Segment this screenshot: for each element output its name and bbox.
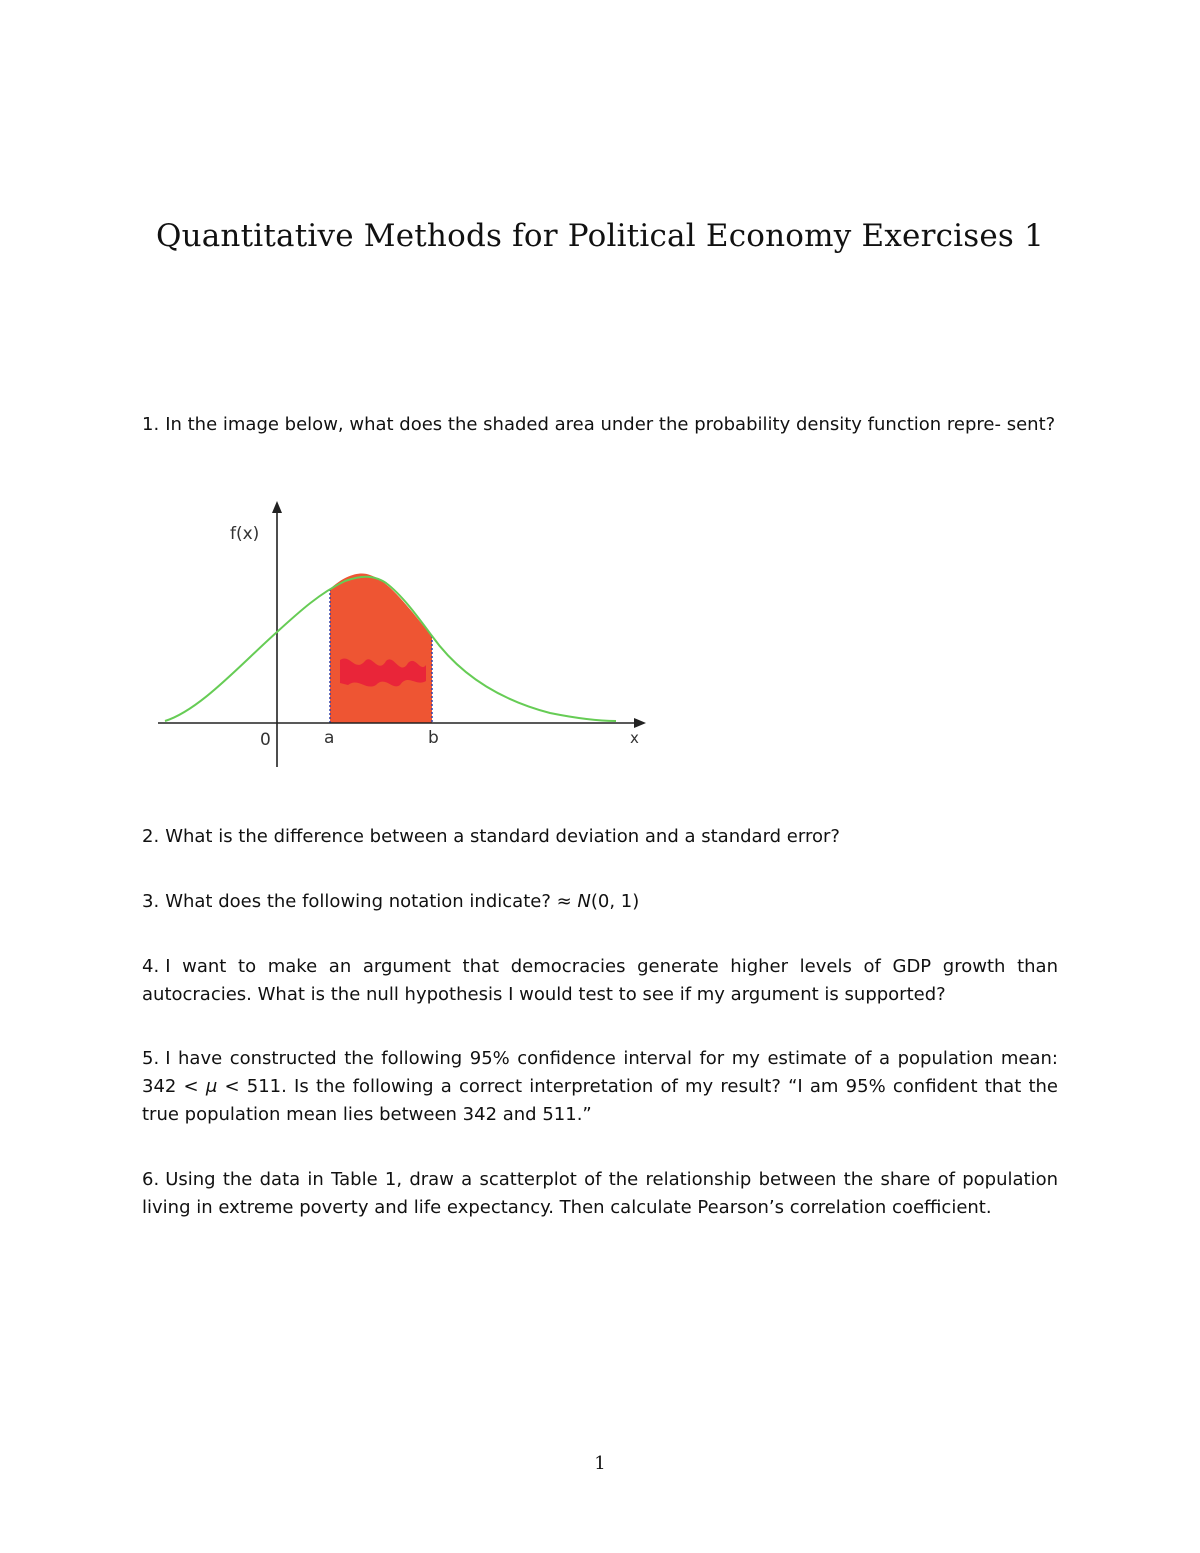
pdf-diagram [150,495,660,775]
question-number: 4. [142,956,160,977]
question-1 [142,411,1058,439]
question-number: 2. [142,826,160,847]
question-text-part-a: I have constructed the following 95% confidence interval for my estimate of a population mean: 342 < [142,1048,1058,1097]
question-text: In the image below, what does the shaded area under the probability density function repre- sent? [165,414,1056,435]
x-axis-label: x [630,729,639,747]
question-text: Using the data in Table 1, draw a scatterplot of the relationship between the share of population living in extreme poverty and life expectancy. Then calculate Pearson’s correlation coefficient. [142,1169,1058,1218]
question-text-part-b: < 511. Is the following a correct interpretation of my result? “I am 95% confident that the true population mean lies between 342 and 511.” [142,1076,1058,1125]
question-2 [142,823,1058,851]
question-number: 3. [142,891,160,912]
y-axis-arrow [272,501,282,513]
question-3 [142,888,1058,916]
question-text: What does the following notation indicate? ≈ [165,891,578,912]
y-axis-label: f(x) [230,524,260,544]
question-5 [142,1045,1058,1129]
question-text: What is the difference between a standard deviation and a standard error? [165,826,840,847]
question-number: 6. [142,1169,160,1190]
shaded-area [330,574,432,723]
pdf-figure [150,495,660,775]
question-number: 1. [142,414,160,435]
question-number: 5. [142,1048,160,1069]
b-label: b [428,728,439,748]
page-title: Quantitative Methods for Political Economy Exercises 1 [155,218,1045,254]
page-number: 1 [594,1453,606,1474]
question-4 [142,953,1058,1009]
origin-label: 0 [260,730,271,750]
question-text: I want to make an argument that democracies generate higher levels of GDP growth than autocracies. What is the null hypothesis I would test to see if my argument is supported? [142,956,1058,1005]
x-axis-arrow [634,718,646,728]
mu-symbol: μ [205,1076,218,1097]
normal-params: (0, 1) [590,891,640,912]
a-label: a [324,728,335,748]
question-6 [142,1166,1058,1222]
normal-notation: N [577,891,591,912]
